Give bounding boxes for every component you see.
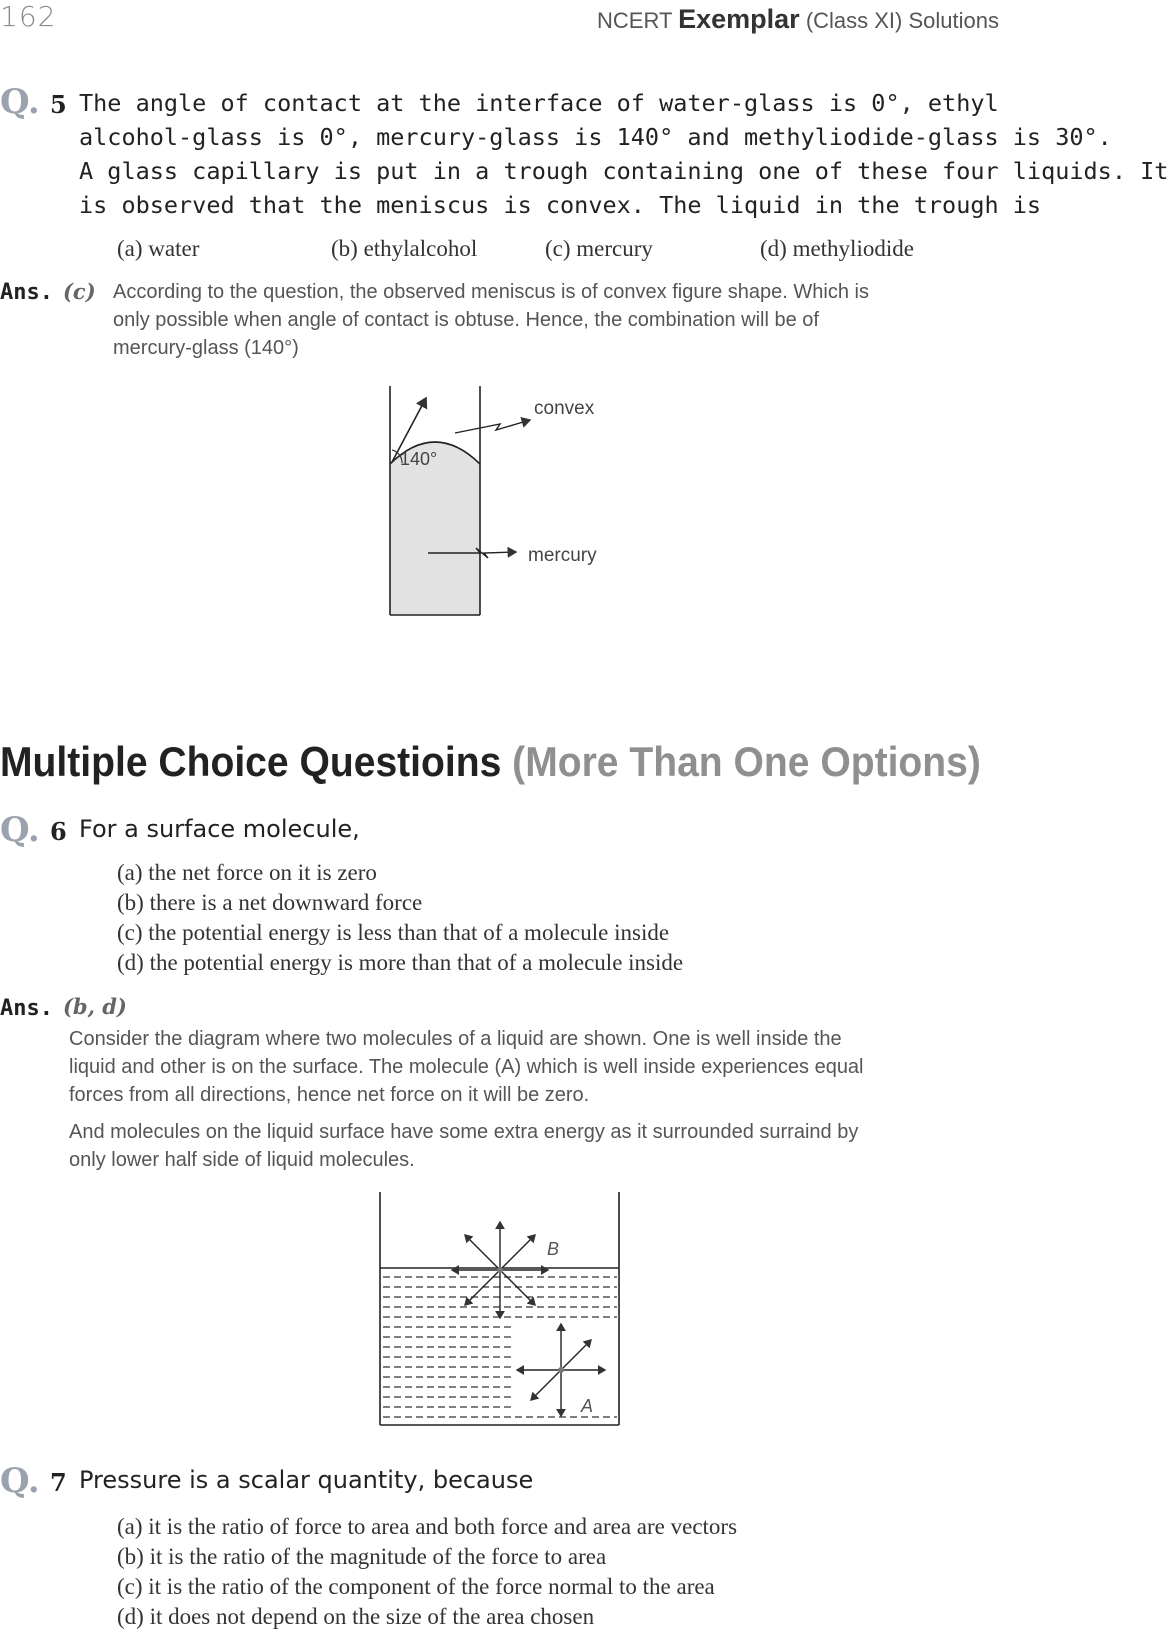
answer-6-p1-line-3: forces from all directions, hence net force on it will be zero.: [69, 1084, 590, 1106]
answer-5-line-3: mercury-glass (140°): [113, 337, 299, 359]
capillary-figure: [380, 380, 640, 620]
answer-5-line-2: only possible when angle of contact is obtuse. Hence, the combination will be of: [113, 309, 819, 331]
question-5-line-2: alcohol-glass is 0°, mercury-glass is 140° and methyliodide-glass is 30°.: [79, 123, 1112, 151]
convex-label: convex: [534, 398, 595, 419]
question-5-line-3: A glass capillary is put in a trough containing one of these four liquids. It: [79, 157, 1168, 185]
question-5-number: 5: [50, 90, 67, 119]
answer-6-p2-line-1: And molecules on the liquid surface have some extra energy as it surrounded surraind by: [69, 1121, 859, 1143]
molecule-a-label: A: [581, 1396, 594, 1416]
book-title: [597, 4, 999, 35]
molecule-b: [497, 1267, 503, 1273]
answer-6-p2-line-2: only lower half side of liquid molecules.: [69, 1149, 415, 1171]
question-6-option-a: (a) the net force on it is zero: [117, 860, 377, 885]
question-7-option-d: (d) it does not depend on the size of the area chosen: [117, 1604, 595, 1629]
answer-5-explanation: [113, 278, 999, 362]
question-6-option-b: (b) there is a net downward force: [117, 890, 423, 915]
section-heading: [0, 738, 981, 786]
answer-6-label: Ans.: [0, 996, 53, 1021]
angle-label: 140°: [400, 449, 438, 469]
book-title-suffix: (Class XI) Solutions: [805, 8, 999, 33]
question-7-number: 7: [50, 1468, 67, 1497]
question-5-option-d: (d) methyliodide: [760, 236, 914, 261]
answer-6-p1-line-2: liquid and other is on the surface. The molecule (A) which is well inside experiences equal: [69, 1056, 864, 1078]
convex-pointer-arrow: [455, 420, 530, 433]
molecule-a: [558, 1367, 564, 1373]
question-5-marker: Q.: [0, 82, 40, 122]
question-6-number: 6: [50, 817, 67, 846]
book-title-prefix: NCERT: [597, 8, 672, 33]
section-title-sub: (More Than One Options): [512, 738, 981, 785]
question-7-option-b: (b) it is the ratio of the magnitude of the force to area: [117, 1544, 607, 1569]
book-title-bold: Exemplar: [678, 4, 800, 34]
mercury-label: mercury: [528, 545, 597, 566]
question-7-option-a: (a) it is the ratio of force to area and both force and area are vectors: [117, 1514, 738, 1539]
answer-5-key: (c): [63, 279, 96, 304]
section-title-main: Multiple Choice Questioins: [0, 738, 502, 785]
question-6-marker: Q.: [0, 810, 40, 850]
question-5-option-b: (b) ethylalcohol: [331, 236, 478, 261]
page-number: 162: [0, 0, 57, 33]
question-6-option-d: (d) the potential energy is more than that of a molecule inside: [117, 950, 684, 975]
question-5-line-4: is observed that the meniscus is convex. The liquid in the trough is: [79, 191, 1042, 219]
question-7-option-c: (c) it is the ratio of the component of the force normal to the area: [117, 1574, 715, 1599]
question-5-text: [79, 86, 1168, 222]
answer-6-key: (b, d): [63, 994, 127, 1019]
answer-5-label: Ans.: [0, 280, 53, 305]
question-6-options: [117, 858, 683, 978]
answer-6-paragraph-1: [69, 1025, 999, 1109]
question-7-text: Pressure is a scalar quantity, because: [79, 1466, 534, 1494]
molecule-b-label: B: [547, 1239, 560, 1259]
question-7-marker: Q.: [0, 1461, 40, 1501]
answer-6-paragraph-2: [69, 1118, 999, 1174]
question-7-options: [117, 1512, 737, 1632]
surface-molecule-figure: [375, 1190, 625, 1430]
question-5-option-c: (c) mercury: [545, 236, 653, 261]
question-6-option-c: (c) the potential energy is less than that of a molecule inside: [117, 920, 670, 945]
question-5-line-1: The angle of contact at the interface of water-glass is 0°, ethyl: [79, 89, 999, 117]
answer-5-line-1: According to the question, the observed meniscus is of convex figure shape. Which is: [113, 281, 869, 303]
question-5-option-a: (a) water: [117, 236, 200, 261]
question-6-text: For a surface molecule,: [79, 815, 360, 843]
answer-6-p1-line-1: Consider the diagram where two molecules of a liquid are shown. One is well inside the: [69, 1028, 842, 1050]
